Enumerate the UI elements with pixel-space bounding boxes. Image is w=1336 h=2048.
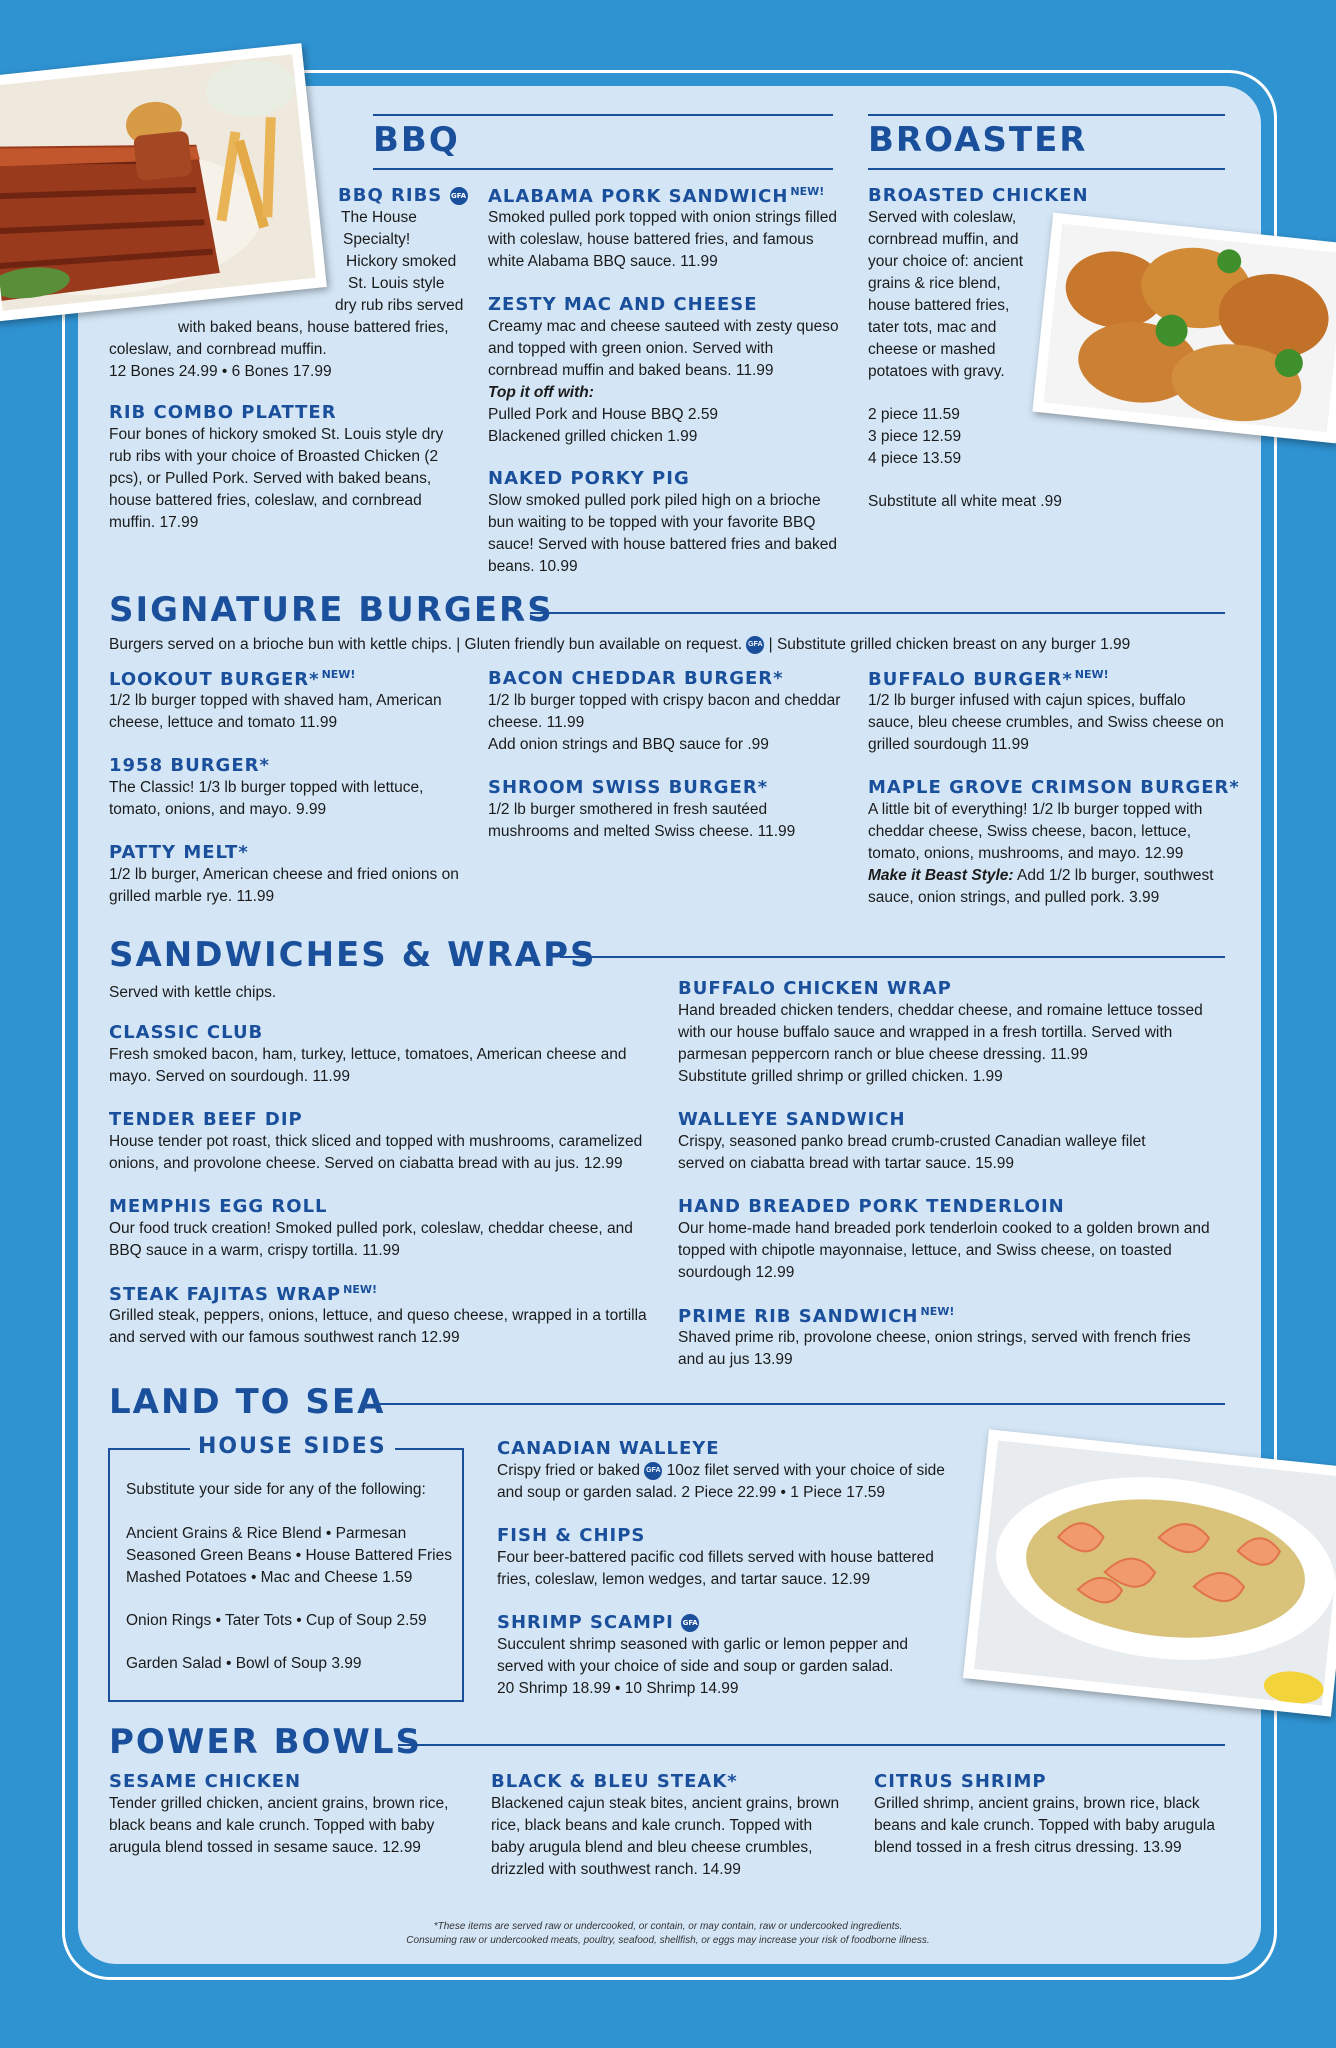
new-badge: NEW! (920, 1305, 955, 1318)
new-badge: NEW! (1074, 668, 1109, 681)
naked-porky-title: NAKED PORKY PIG (488, 468, 690, 489)
shroom-swiss-desc: 1/2 lb burger smothered in fresh sautéed mushrooms and melted Swiss cheese. 11.99 (488, 801, 796, 840)
bbq-ribs-title: BBQ RIBS GFA (338, 185, 467, 206)
walleye-sandwich-desc: Crispy, seasoned panko bread crumb-crusted Canadian walleye filet served on ciabatta bread with tartar sauce. 15.99 (678, 1133, 1146, 1172)
pork-tenderloin-desc: Our home-made hand breaded pork tenderloin cooked to a golden brown and topped with chipotle mayonnaise, lettuce, and Swiss cheese, on toasted sourdough 12.99 (678, 1220, 1210, 1281)
bbq-ribs-desc-4: St. Louis style (348, 275, 445, 292)
tender-beef-title: TENDER BEEF DIP (109, 1109, 303, 1130)
memphis-egg-roll-desc: Our food truck creation! Smoked pulled pork, coleslaw, cheddar cheese, and BBQ sauce in a warm, crispy tortilla. 11.99 (109, 1220, 633, 1259)
rib-combo-title: RIB COMBO PLATTER (109, 402, 337, 423)
rib-combo-desc: Four bones of hickory smoked St. Louis style dry rub ribs with your choice of Broasted Chicken (2 pcs), or Pulled Pork. Served with baked beans, house battered fries, coleslaw, and cornbread muffin. 17.99 (109, 426, 444, 531)
ribs-image (0, 54, 316, 311)
buffalo-wrap-sub: Substitute grilled shrimp or grilled chicken. 1.99 (678, 1068, 1003, 1085)
house-sides-line-2: Seasoned Green Beans • House Battered Fries (126, 1547, 452, 1564)
1958-burger-desc: The Classic! 1/3 lb burger topped with lettuce, tomato, onions, and mayo. 9.99 (109, 779, 424, 818)
naked-porky-desc: Slow smoked pulled pork piled high on a brioche bun waiting to be topped with your favorite BBQ sauce! Served with house battered fries and baked beans. 10.99 (488, 492, 837, 575)
maple-grove-desc: A little bit of everything! 1/2 lb burger topped with cheddar cheese, Swiss cheese, bacon, lettuce, tomato, onions, mushrooms, and mayo. 12.99 (868, 801, 1203, 862)
bbq-ribs-desc-5: dry rub ribs served (335, 297, 464, 314)
broasted-chicken-title: BROASTED CHICKEN (868, 185, 1089, 206)
sandwiches-rule (560, 956, 1225, 958)
top-it-off-2: Blackened grilled chicken 1.99 (488, 428, 698, 445)
bbq-ribs-desc-1: The House (341, 209, 417, 226)
zesty-mac-title: ZESTY MAC AND CHEESE (488, 294, 758, 315)
walleye-sandwich-title: WALLEYE SANDWICH (678, 1109, 906, 1130)
buffalo-burger-desc: 1/2 lb burger infused with cajun spices, buffalo sauce, bleu cheese crumbles, and Swiss cheese on grilled sourdough 11.99 (868, 692, 1224, 753)
maple-grove-title: MAPLE GROVE CRIMSON BURGER* (868, 777, 1240, 798)
shroom-swiss-title: SHROOM SWISS BURGER* (488, 777, 769, 798)
bbq-top-rule (373, 114, 833, 116)
shrimp-scampi-title: SHRIMP SCAMPI GFA (497, 1612, 698, 1633)
tender-beef-desc: House tender pot roast, thick sliced and topped with mushrooms, caramelized onions, and provolone cheese. Served on ciabatta bread with au jus. 12.99 (109, 1133, 643, 1172)
broasted-white-meat: Substitute all white meat .99 (868, 493, 1062, 510)
bbq-ribs-desc-6: with baked beans, house battered fries, (178, 319, 449, 336)
section-title-land-to-sea: LAND TO SEA (109, 1382, 386, 1422)
shrimp-scampi-price: 20 Shrimp 18.99 • 10 Shrimp 14.99 (497, 1680, 739, 1697)
chicken-image (1043, 224, 1336, 433)
section-title-burgers: SIGNATURE BURGERS (109, 590, 554, 630)
buffalo-wrap-title: BUFFALO CHICKEN WRAP (678, 978, 952, 999)
bbq-ribs-desc-3: Hickory smoked (346, 253, 457, 270)
bbq-ribs-desc-7: coleslaw, and cornbread muffin. (109, 341, 327, 358)
broasted-4-piece: 4 piece 13.59 (868, 450, 962, 467)
alabama-pork-desc: Smoked pulled pork topped with onion strings filled with coleslaw, house battered fries, and famous white Alabama BBQ sauce. 11.99 (488, 209, 837, 270)
broaster-bottom-rule (868, 168, 1225, 170)
section-title-bbq: BBQ (373, 120, 460, 160)
broasted-desc-8: potatoes with gravy. (868, 363, 1005, 380)
ribs-photo (0, 43, 327, 322)
patty-melt-title: PATTY MELT* (109, 842, 249, 863)
burgers-intro: Burgers served on a brioche bun with kettle chips. | Gluten friendly bun available on request. GFA | Substitute grilled chicken breast on any burger 1.99 (109, 636, 1131, 653)
beast-style: Make it Beast Style: Add 1/2 lb burger, southwest sauce, onion strings, and pulled pork. 3.99 (868, 867, 1214, 906)
top-it-off-1: Pulled Pork and House BBQ 2.59 (488, 406, 719, 423)
new-badge: NEW! (343, 1283, 377, 1296)
house-sides-intro: Substitute your side for any of the following: (126, 1481, 426, 1498)
bacon-cheddar-title: BACON CHEDDAR BURGER* (488, 668, 784, 689)
new-badge: NEW! (790, 185, 825, 198)
zesty-mac-desc: Creamy mac and cheese sauteed with zesty queso and topped with green onion. Served with cornbread muffin and baked beans. 11.99 (488, 318, 839, 379)
shrimp-photo (963, 1429, 1336, 1716)
patty-melt-desc: 1/2 lb burger, American cheese and fried onions on grilled marble rye. 11.99 (109, 866, 459, 905)
house-sides-title: HOUSE SIDES (190, 1434, 395, 1459)
house-sides-line-5: Garden Salad • Bowl of Soup 3.99 (126, 1655, 362, 1672)
steak-fajitas-title: STEAK FAJITAS WRAP $^{NEW!}$ (109, 1283, 377, 1305)
classic-club-title: CLASSIC CLUB (109, 1022, 264, 1043)
1958-burger-title: 1958 BURGER* (109, 755, 270, 776)
memphis-egg-roll-title: MEMPHIS EGG ROLL (109, 1196, 328, 1217)
section-title-sandwiches: SANDWICHES & WRAPS (109, 935, 597, 975)
steak-fajitas-desc: Grilled steak, peppers, onions, lettuce, and queso cheese, wrapped in a tortilla and served with our famous southwest ranch 12.99 (109, 1307, 647, 1346)
gfa-icon: GFA (746, 636, 764, 654)
section-title-power-bowls: POWER BOWLS (109, 1722, 423, 1762)
citrus-shrimp-desc: Grilled shrimp, ancient grains, brown rice, black beans and kale crunch. Topped with baby arugula blend tossed in a fresh citrus dressing. 13.99 (874, 1795, 1215, 1856)
fish-chips-title: FISH & CHIPS (497, 1525, 646, 1546)
bacon-cheddar-desc: 1/2 lb burger topped with crispy bacon and cheddar cheese. 11.99 (488, 692, 841, 731)
canadian-walleye-desc: Crispy fried or baked GFA 10oz filet served with your choice of side and soup or garden salad. 2 Piece 22.99 • 1 Piece 17.59 (497, 1462, 945, 1501)
broasted-2-piece: 2 piece 11.59 (868, 406, 960, 423)
lookout-burger-desc: 1/2 lb burger topped with shaved ham, American cheese, lettuce and tomato 11.99 (109, 692, 442, 731)
bbq-ribs-price: 12 Bones 24.99 • 6 Bones 17.99 (109, 363, 332, 380)
sesame-chicken-desc: Tender grilled chicken, ancient grains, brown rice, black beans and kale crunch. Topped with baby arugula blend tossed in sesame sauce. 12.99 (109, 1795, 449, 1856)
top-it-off-label: Top it off with: (488, 384, 594, 401)
classic-club-desc: Fresh smoked bacon, ham, turkey, lettuce, tomatoes, American cheese and mayo. Served on sourdough. 11.99 (109, 1046, 627, 1085)
broasted-desc-2: cornbread muffin, and (868, 231, 1019, 248)
bacon-cheddar-add: Add onion strings and BBQ sauce for .99 (488, 736, 769, 753)
broasted-desc-4: grains & rice blend, (868, 275, 1001, 292)
shrimp-scampi-desc: Succulent shrimp seasoned with garlic or lemon pepper and served with your choice of side and soup or garden salad. (497, 1636, 908, 1675)
footnote-line-2: Consuming raw or undercooked meats, poultry, seafood, shellfish, or eggs may increase your risk of foodborne illness. (406, 1935, 930, 1946)
land-rule (375, 1403, 1225, 1405)
footnote-line-1: *These items are served raw or undercooked, or contain, or may contain, raw or undercooked ingredients. (433, 1921, 903, 1932)
buffalo-burger-title: BUFFALO BURGER* $^{NEW!}$ (868, 668, 1109, 690)
new-badge: NEW! (321, 668, 356, 681)
broasted-desc-6: tater tots, mac and (868, 319, 997, 336)
section-title-broaster: BROASTER (868, 120, 1088, 160)
house-sides-line-3: Mashed Potatoes • Mac and Cheese 1.59 (126, 1569, 413, 1586)
black-bleu-desc: Blackened cajun steak bites, ancient grains, brown rice, black beans and kale crunch. Topped with baby arugula blend and bleu cheese crumbles, drizzled with southwest ranch. 14.99 (491, 1795, 840, 1878)
gfa-icon: GFA (644, 1462, 662, 1480)
gfa-icon: GFA (681, 1614, 699, 1632)
alabama-pork-title: ALABAMA PORK SANDWICH $^{NEW!}$ (488, 185, 825, 207)
broasted-desc-5: house battered fries, (868, 297, 1010, 314)
bbq-ribs-desc-2: Specialty! (343, 231, 411, 248)
lookout-burger-title: LOOKOUT BURGER* $^{NEW!}$ (109, 668, 356, 690)
bbq-bottom-rule (373, 168, 833, 170)
gfa-icon: GFA (450, 187, 468, 205)
chicken-photo (1032, 213, 1336, 444)
prime-rib-desc: Shaved prime rib, provolone cheese, onion strings, served with french fries and au jus 13.99 (678, 1329, 1191, 1368)
broasted-desc-1: Served with coleslaw, (868, 209, 1017, 226)
canadian-walleye-title: CANADIAN WALLEYE (497, 1438, 720, 1459)
footnote (168, 1920, 1168, 1948)
shrimp-image (974, 1440, 1336, 1705)
bowls-rule (398, 1744, 1225, 1746)
broasted-desc-7: cheese or mashed (868, 341, 996, 358)
prime-rib-title: PRIME RIB SANDWICH $^{NEW!}$ (678, 1305, 955, 1327)
broasted-desc-3: your choice of: ancient (868, 253, 1024, 270)
buffalo-wrap-desc: Hand breaded chicken tenders, cheddar cheese, and romaine lettuce tossed with our house buffalo sauce and wrapped in a fresh tortilla. Served with parmesan peppercorn ranch or blue cheese dressing. 11.99 (678, 1002, 1203, 1063)
house-sides-line-1: Ancient Grains & Rice Blend • Parmesan (126, 1525, 407, 1542)
broasted-3-piece: 3 piece 12.59 (868, 428, 962, 445)
black-bleu-title: BLACK & BLEU STEAK* (491, 1771, 738, 1792)
broaster-top-rule (868, 114, 1225, 116)
pork-tenderloin-title: HAND BREADED PORK TENDERLOIN (678, 1196, 1065, 1217)
citrus-shrimp-title: CITRUS SHRIMP (874, 1771, 1047, 1792)
sesame-chicken-title: SESAME CHICKEN (109, 1771, 302, 1792)
burgers-rule (530, 612, 1225, 614)
house-sides-line-4: Onion Rings • Tater Tots • Cup of Soup 2.59 (126, 1612, 427, 1629)
fish-chips-desc: Four beer-battered pacific cod fillets served with house battered fries, coleslaw, lemon wedges, and tartar sauce. 12.99 (497, 1549, 934, 1588)
sandwiches-intro: Served with kettle chips. (109, 984, 277, 1001)
